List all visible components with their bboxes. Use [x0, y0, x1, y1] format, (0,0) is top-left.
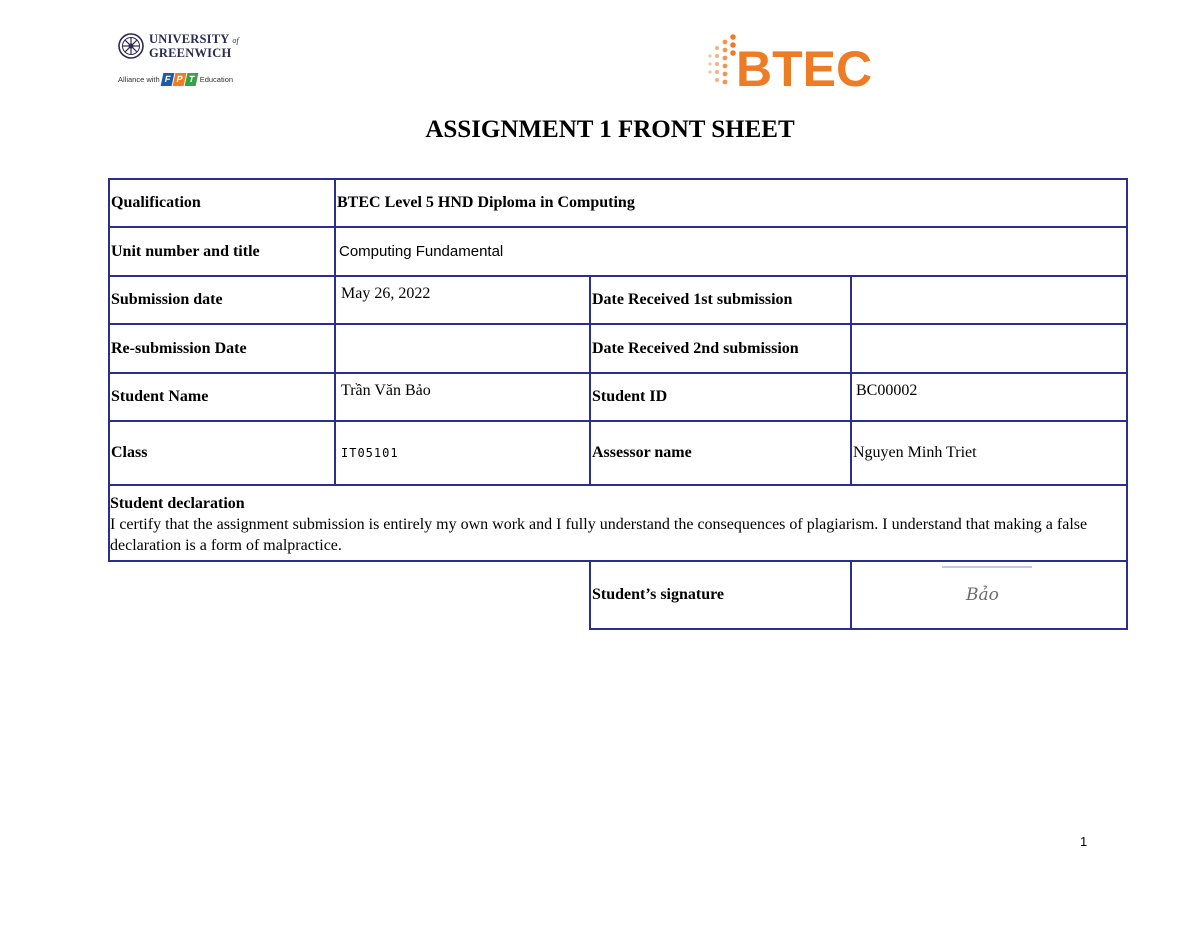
student-id-label: Student ID	[592, 388, 668, 405]
signature-col-divider	[850, 560, 852, 630]
btec-dots-icon	[708, 34, 735, 84]
submission-date-label: Submission date	[111, 291, 223, 308]
unit-value: Computing Fundamental	[339, 243, 504, 260]
declaration-text: I certify that the assignment submission is entirely my own work and I fully understand the consequences of plagiarism. I understand that making a false declaration is a form of malpractice.	[110, 516, 1088, 554]
class-value: IT05101	[341, 446, 399, 460]
table-border-bottom	[589, 628, 1128, 630]
student-signature-image	[940, 565, 1035, 605]
declaration-title: Student declaration	[110, 495, 245, 512]
unit-label: Unit number and title	[111, 242, 260, 260]
alliance-suffix: Education	[199, 75, 234, 84]
university-seal-icon	[118, 33, 144, 59]
university-of: of	[232, 36, 239, 45]
date-received-1-label: Date Received 1st submission	[592, 291, 793, 308]
signature-label: Student’s signature	[592, 586, 725, 603]
fpt-logo	[162, 73, 198, 86]
table-border-right	[1126, 178, 1128, 630]
assessor-label: Assessor name	[592, 444, 692, 461]
table-row-divider	[108, 484, 1128, 486]
date-received-2-label: Date Received 2nd submission	[592, 339, 799, 357]
university-of-greenwich-logo	[118, 33, 248, 95]
student-declaration	[110, 493, 1120, 556]
resubmission-date-label: Re-submission Date	[111, 339, 247, 357]
btec-wordmark: BTEC	[736, 41, 873, 92]
class-label: Class	[111, 444, 148, 461]
page-number: 1	[1080, 834, 1088, 849]
university-line2: GREENWICH	[149, 46, 232, 60]
page-title: ASSIGNMENT 1 FRONT SHEET	[425, 116, 795, 143]
date-received-2-value	[852, 325, 1126, 372]
university-line1: UNIVERSITY	[149, 32, 230, 46]
alliance-prefix: Alliance with	[118, 75, 160, 84]
student-name-value: Trần Văn Bảo	[341, 382, 431, 399]
qualification-value: BTEC Level 5 HND Diploma in Computing	[337, 194, 635, 211]
btec-logo	[704, 34, 894, 92]
assessor-value: Nguyen Minh Triet	[853, 444, 977, 461]
qualification-label: Qualification	[111, 194, 201, 211]
signature-text: Bảo	[966, 585, 999, 605]
fpt-letter-p: P	[172, 73, 186, 86]
date-received-1-value	[852, 277, 1126, 323]
fpt-letter-f: F	[160, 73, 174, 86]
fpt-letter-t: T	[184, 73, 198, 86]
student-name-label: Student Name	[111, 388, 209, 405]
submission-date-value: May 26, 2022	[341, 285, 431, 302]
resubmission-date-value	[336, 325, 588, 372]
student-id-value: BC00002	[856, 382, 918, 399]
